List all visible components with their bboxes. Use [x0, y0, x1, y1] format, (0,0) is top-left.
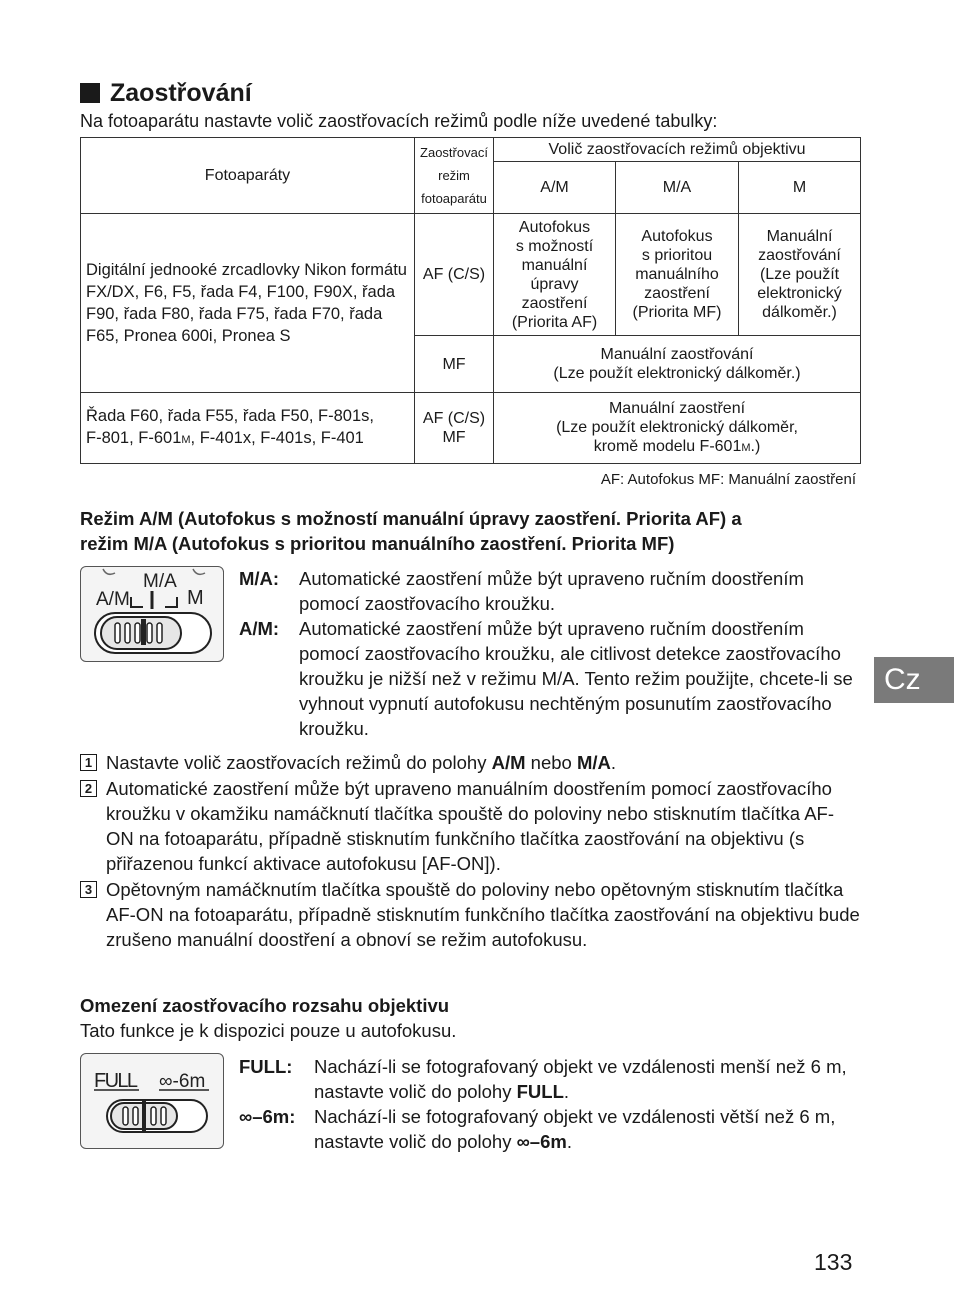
- row1-mf-value: Manuální zaostřování (Lze použít elektronický dálkoměr.): [494, 336, 861, 393]
- full-term: FULL:: [239, 1056, 293, 1077]
- row1-m-value: Manuální zaostřování (Lze použít elektronický dálkoměr.): [739, 214, 861, 336]
- row1-ma-value: Autofokus s prioritou manuálního zaostření (Priorita MF): [616, 214, 739, 336]
- header-lens-switch: Volič zaostřovacích režimů objektivu: [494, 138, 861, 162]
- row1-mode-mf: MF: [415, 336, 494, 393]
- row2-value: Manuální zaostření (Lze použít elektronický dálkoměr, kromě modelu F-601M.): [494, 393, 861, 464]
- step-number-3: 3: [80, 881, 97, 898]
- header-cameras: Fotoaparáty: [81, 138, 415, 214]
- square-bullet-icon: [80, 83, 100, 103]
- intro-text: Na fotoaparátu nastavte volič zaostřovacích režimů podle níže uvedené tabulky:: [80, 111, 718, 131]
- switch-label-am: A/M: [96, 589, 130, 610]
- limit-intro: Tato funkce je k dispozici pouze u autofokusu.: [80, 1020, 457, 1041]
- step-number-2: 2: [80, 780, 97, 797]
- infinity-description: Nachází-li se fotografovaný objekt ve vzdálenosti větší než 6 m, nastavte volič do polohy ∞–6m.: [314, 1106, 836, 1152]
- row1-am-value: Autofokus s možností manuální úpravy zaostření (Priorita AF): [494, 214, 616, 336]
- full-description: Nachází-li se fotografovaný objekt ve vzdálenosti menší než 6 m, nastavte volič do polohy FULL.: [314, 1056, 847, 1102]
- focus-limit-switch-illustration: [80, 1053, 224, 1149]
- ma-term: M/A:: [239, 568, 280, 589]
- am-term: A/M:: [239, 618, 280, 639]
- am-ma-switch-illustration: [80, 566, 224, 662]
- row2-mode: AF (C/S) MF: [415, 393, 494, 464]
- row2-cameras: Řada F60, řada F55, řada F50, F-801s, F-801, F-601M, F-401x, F-401s, F-401: [81, 393, 415, 464]
- mode-heading: Režim A/M (Autofokus s možností manuální úpravy zaostření. Priorita AF) a režim M/A (Autofokus s prioritou manuálního zaostření. Priorita MF): [80, 508, 742, 554]
- section-title-text: Zaostřování: [110, 79, 252, 107]
- row1-cameras: Digitální jednooké zrcadlovky Nikon formátu FX/DX, F6, F5, řada F4, F100, F90X, řada F90, řada F80, řada F75, řada F70, řada F65, Pronea 600i, Pronea S: [81, 214, 415, 393]
- row1-mode-af: AF (C/S): [415, 214, 494, 336]
- table-note: AF: Autofokus MF: Manuální zaostření: [600, 471, 856, 488]
- focus-mode-table: [80, 137, 861, 464]
- ma-definition: [239, 566, 859, 616]
- switch-label-full: FULL: [94, 1070, 138, 1092]
- infinity-term: ∞–6m:: [239, 1106, 296, 1127]
- header-am: A/M: [494, 162, 616, 214]
- header-camera-mode: Zaostřovací režim fotoaparátu: [415, 138, 494, 214]
- full-definition: [239, 1054, 859, 1104]
- step-1: 1 Nastavte volič zaostřovacích režimů do polohy A/M nebo M/A.: [80, 750, 860, 775]
- switch-label-infinity: ∞-6m: [159, 1071, 206, 1092]
- section-title: [80, 78, 252, 108]
- am-description: Automatické zaostření může být upraveno ručním doostřením pomocí zaostřovacího kroužku, ale citlivost detekce zaostřovacího kroužku je nižší než v režimu M/A. Tento režim použijte, chcete-li se vyhnout vypnutí autofokusu nechtěným posunutím zaostřovacího kroužku.: [299, 618, 853, 739]
- step-number-1: 1: [80, 754, 97, 771]
- ma-description: Automatické zaostření může být upraveno ručním doostřením pomocí zaostřovacího kroužku.: [299, 568, 804, 614]
- header-m: M: [739, 162, 861, 214]
- am-definition: [239, 616, 859, 746]
- page-number: 133: [814, 1249, 853, 1275]
- step-3: [80, 877, 860, 952]
- step-2: [80, 776, 860, 876]
- step-3-text: Opětovným namáčknutím tlačítka spouště do poloviny nebo opětovným stisknutím tlačítka AF-ON na fotoaparátu, případně stisknutím funkčního tlačítka zaostřování na objektivu bude zrušeno manuální doostření a obnoví se režim autofokusu.: [106, 879, 860, 950]
- step-2-text: Automatické zaostření může být upraveno manuálním doostřením pomocí zaostřovacího kroužku v okamžiku namáčknutí tlačítka spouště do poloviny nebo stisknutím tlačítka AF-ON na fotoaparátu, případně stisknutím funkčního tlačítka zaostřování na objektivu (s přiřazenou funkcí aktivace autofokusu [AF-ON]).: [106, 778, 835, 874]
- language-tab: Cz: [874, 657, 954, 703]
- switch-label-ma: M/A: [143, 571, 177, 592]
- header-ma: M/A: [616, 162, 739, 214]
- infinity-definition: [239, 1104, 859, 1154]
- limit-heading: Omezení zaostřovacího rozsahu objektivu: [80, 995, 450, 1016]
- switch-label-m: M: [187, 587, 204, 609]
